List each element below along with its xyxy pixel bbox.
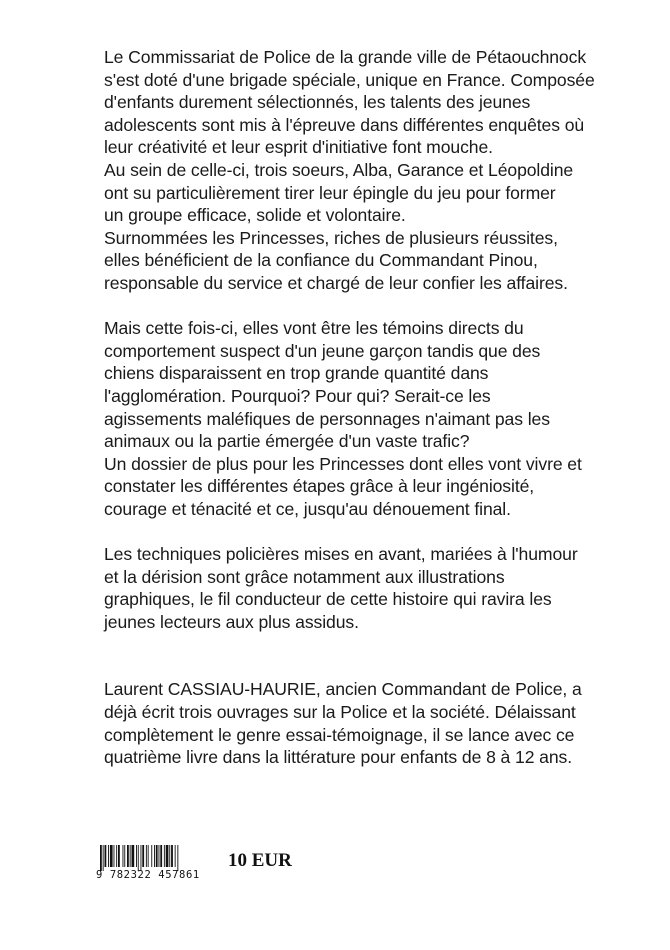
barcode-bar bbox=[151, 845, 152, 867]
barcode-bar bbox=[123, 845, 124, 867]
synopsis-paragraph-1 bbox=[104, 46, 624, 295]
barcode-bar bbox=[142, 845, 144, 867]
text-line: jeunes lecteurs aux plus assidus. bbox=[104, 611, 359, 632]
barcode-bar bbox=[100, 845, 102, 871]
text-line: Un dossier de plus pour les Princesses dont elles vont vivre et bbox=[104, 453, 582, 474]
text-line: Le Commissariat de Police de la grande ville de Pétaouchnock bbox=[104, 47, 587, 67]
barcode-bar bbox=[154, 845, 155, 867]
barcode-bar bbox=[116, 845, 117, 867]
barcode-bar bbox=[169, 845, 170, 867]
text-line: et la dérision sont grâce notamment aux illustrations bbox=[104, 566, 505, 587]
barcode-digits: 9 782322 457861 bbox=[96, 869, 200, 881]
text-line: leur créativité et leur esprit d'initiative font mouche. bbox=[104, 137, 493, 158]
text-line: constater les différentes étapes grâce à leur ingéniosité, bbox=[104, 476, 535, 497]
barcode-bar bbox=[175, 845, 176, 867]
barcode-bars bbox=[96, 845, 216, 871]
text-line: déjà écrit trois ouvrages sur la Police et la société. Délaissant bbox=[104, 702, 576, 723]
barcode-bar bbox=[177, 845, 178, 871]
barcode-bar bbox=[118, 845, 120, 867]
text-line: quatrième livre dans la littérature pour enfants de 8 à 12 ans. bbox=[104, 747, 573, 768]
barcode-bar bbox=[132, 845, 135, 867]
barcode-bar bbox=[114, 845, 115, 867]
barcode-bar bbox=[156, 845, 158, 867]
text-line: graphiques, le fil conducteur de cette histoire qui ravira les bbox=[104, 589, 552, 610]
text-line: elles bénéficient de la confiance du Commandant Pinou, bbox=[104, 250, 538, 271]
barcode-bar bbox=[160, 845, 162, 867]
text-line: courage et ténacité et ce, jusqu'au dénouement final. bbox=[104, 498, 511, 519]
back-cover-text bbox=[104, 46, 624, 791]
barcode-bar bbox=[159, 845, 160, 867]
barcode-bar bbox=[148, 845, 149, 867]
text-line: comportement suspect d'un jeune garçon tandis que des bbox=[104, 340, 541, 361]
barcode-bar bbox=[164, 845, 165, 867]
barcode-bar bbox=[124, 845, 125, 867]
text-line: un groupe efficace, solide et volontaire. bbox=[104, 205, 406, 226]
text-line: l'agglomération. Pourquoi? Pour qui? Serait-ce les bbox=[104, 385, 491, 406]
barcode-bar bbox=[105, 845, 107, 867]
barcode-bar bbox=[110, 845, 113, 867]
synopsis-paragraph-3 bbox=[104, 543, 624, 633]
text-line: responsable du service et chargé de leur confier les affaires. bbox=[104, 272, 568, 293]
text-line: complètement le genre essai-témoignage, il se lance avec ce bbox=[104, 724, 575, 745]
barcode-bar bbox=[166, 845, 169, 867]
text-line: ont su particulièrement tirer leur épingle du jeu pour former bbox=[104, 182, 556, 203]
text-line: d'enfants durement sélectionnés, les talents des jeunes bbox=[104, 92, 531, 113]
text-line: Les techniques policières mises en avant, mariées à l'humour bbox=[104, 544, 578, 565]
text-line: Laurent CASSIAU-HAURIE, ancien Commandant de Police, a bbox=[104, 679, 582, 700]
barcode-bar bbox=[146, 845, 147, 867]
text-line: Surnommées les Princesses, riches de plusieurs réussites, bbox=[104, 227, 558, 248]
text-line: s'est doté d'une brigade spéciale, unique en France. Composée bbox=[104, 69, 595, 90]
isbn-barcode bbox=[96, 845, 216, 881]
text-line: agissements maléfiques de personnages n'aimant pas les bbox=[104, 408, 550, 429]
barcode-bar bbox=[171, 845, 173, 867]
text-line: Au sein de celle-ci, trois soeurs, Alba, Garance et Léopoldine bbox=[104, 159, 574, 180]
text-line: animaux ou la partie émergée d'un vaste trafic? bbox=[104, 431, 470, 452]
author-bio bbox=[104, 678, 624, 768]
price-label: 10 EUR bbox=[228, 850, 292, 871]
barcode-bar bbox=[138, 845, 139, 871]
barcode-bar bbox=[108, 845, 109, 867]
barcode-bar bbox=[127, 845, 129, 867]
barcode-bar bbox=[103, 845, 104, 871]
synopsis-paragraph-2 bbox=[104, 317, 624, 520]
barcode-bar bbox=[136, 845, 137, 867]
text-line: Mais cette fois-ci, elles vont être les témoins directs du bbox=[104, 318, 524, 339]
text-line: adolescents sont mis à l'épreuve dans différentes enquêtes où bbox=[104, 114, 585, 135]
barcode-bar bbox=[130, 845, 131, 867]
barcode-bar bbox=[141, 845, 142, 871]
text-line: chiens disparaissent en trop grande quantité dans bbox=[104, 363, 489, 384]
